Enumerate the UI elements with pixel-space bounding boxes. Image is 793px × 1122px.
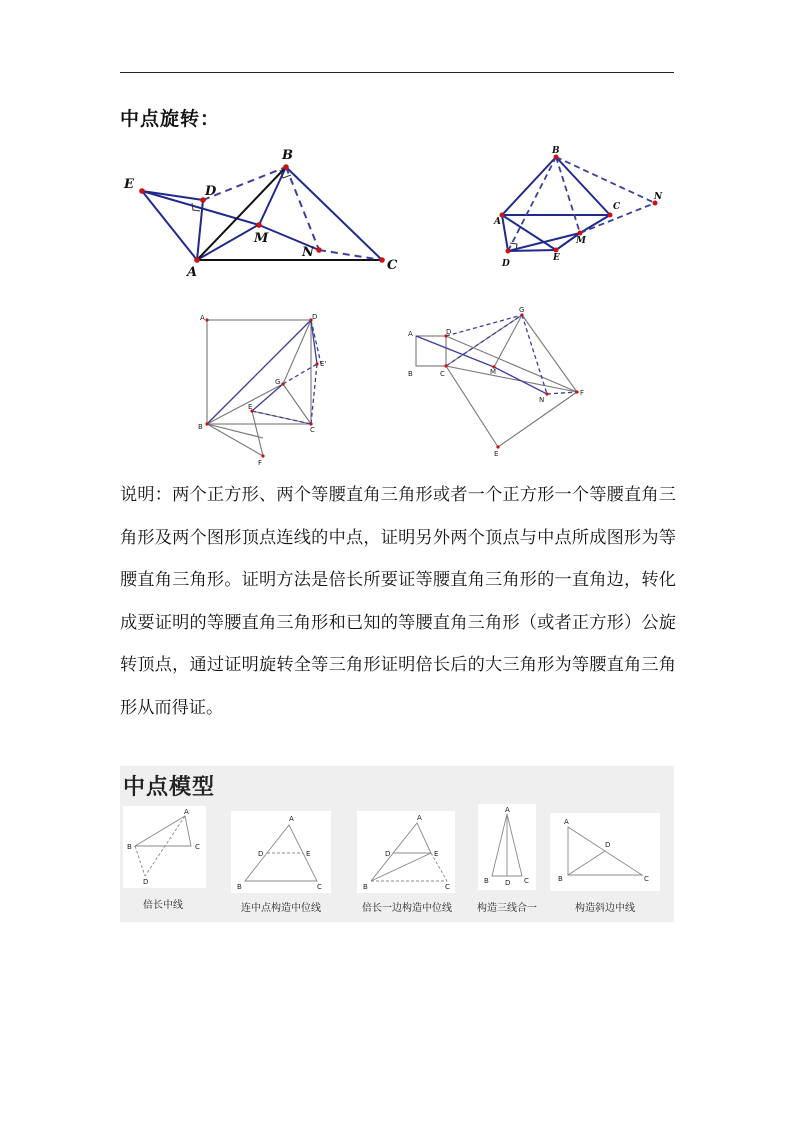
fig4-label-e: E bbox=[494, 450, 499, 458]
fig3-label-e: E bbox=[248, 403, 253, 411]
fig1-label-e: E bbox=[124, 177, 134, 192]
fig1-label-m: M bbox=[254, 231, 269, 246]
fig1-label-c: C bbox=[387, 258, 398, 273]
fig2-label-e: E bbox=[553, 253, 560, 263]
fig4-label-a: A bbox=[408, 330, 413, 338]
model-card-median-double bbox=[123, 806, 206, 888]
model-card-midline bbox=[231, 811, 331, 893]
fig1-label-n: N bbox=[302, 245, 314, 260]
fig4-label-c: C bbox=[440, 370, 445, 378]
card4-label-c: C bbox=[524, 877, 529, 885]
card1-caption: 倍长中线 bbox=[143, 900, 183, 911]
card5-label-b: B bbox=[558, 875, 563, 883]
explanation-paragraph: 说明：两个正方形、两个等腰直角三角形或者一个正方形一个等腰直角三角形及两个图形顶点连线的中点，证明另外两个顶点与中点所成图形为等腰直角三角形。证明方法是倍长所要证等腰直角三角形的一直角边，转化成要证明的等腰直角三角形和已知的等腰直角三角形（或者正方形）公旋转顶点，通过证明旋转全等三角形证明倍长后的大三角形为等腰直角三角形从而得证。 bbox=[120, 485, 676, 718]
fig4-label-b: B bbox=[408, 370, 413, 378]
card2-label-c: C bbox=[317, 883, 322, 891]
fig1-label-d: D bbox=[205, 184, 217, 199]
fig4-label-m: M bbox=[490, 368, 497, 376]
card5-caption: 构造斜边中线 bbox=[575, 903, 635, 914]
card1-label-c: C bbox=[195, 843, 200, 851]
card4-label-b: B bbox=[484, 877, 489, 885]
figure-midpoint-rotation-1 bbox=[120, 145, 410, 285]
card4-caption: 构造三线合一 bbox=[477, 903, 537, 914]
fig2-label-d: D bbox=[502, 259, 510, 269]
card3-label-b: B bbox=[363, 883, 368, 891]
card3-label-d: D bbox=[385, 850, 391, 858]
header-rule bbox=[120, 72, 674, 73]
fig4-label-f: F bbox=[580, 389, 585, 397]
card5-label-d: D bbox=[605, 841, 611, 849]
fig4-label-d: D bbox=[446, 328, 452, 336]
model-card-double-side bbox=[357, 811, 455, 893]
figure-two-squares bbox=[402, 302, 602, 462]
fig2-label-n: N bbox=[654, 192, 663, 202]
card2-caption: 连中点构造中位线 bbox=[241, 903, 321, 914]
model-card-hypotenuse bbox=[550, 813, 660, 891]
fig1-label-a: A bbox=[187, 265, 198, 280]
card5-label-a: A bbox=[564, 818, 569, 826]
card3-caption: 倍长一边构造中位线 bbox=[362, 903, 452, 914]
card4-label-d: D bbox=[505, 879, 511, 887]
card3-label-a: A bbox=[417, 814, 422, 822]
fig3-label-b: B bbox=[198, 423, 203, 431]
figure-midpoint-rotation-2 bbox=[490, 145, 670, 270]
card3-label-e: E bbox=[434, 850, 439, 858]
model-title: 中点模型 bbox=[123, 775, 216, 800]
figure-square-triangle bbox=[195, 308, 345, 468]
model-card-three-lines bbox=[478, 804, 536, 890]
card5-label-c: C bbox=[644, 875, 649, 883]
section-title: 中点旋转： bbox=[120, 108, 221, 130]
fig3-label-e-prime: E' bbox=[320, 360, 327, 368]
midpoint-model-panel bbox=[120, 766, 674, 922]
card3-label-c: C bbox=[445, 883, 450, 891]
fig3-label-a: A bbox=[200, 314, 205, 322]
card2-label-d: D bbox=[258, 850, 264, 858]
fig4-label-g: G bbox=[519, 306, 525, 314]
card1-label-b: B bbox=[127, 843, 132, 851]
fig2-label-a: A bbox=[494, 217, 501, 227]
fig3-label-f: F bbox=[258, 459, 263, 467]
card2-label-a: A bbox=[289, 815, 294, 823]
card4-label-a: A bbox=[505, 806, 510, 814]
fig2-label-b: B bbox=[552, 146, 560, 156]
fig4-label-n: N bbox=[539, 396, 545, 404]
fig3-label-d: D bbox=[312, 313, 318, 321]
card2-label-e: E bbox=[306, 850, 311, 858]
fig2-label-c: C bbox=[613, 202, 621, 212]
card1-label-d: D bbox=[143, 878, 149, 886]
card2-label-b: B bbox=[237, 883, 242, 891]
fig3-label-g: G bbox=[275, 378, 281, 386]
card1-label-a: A bbox=[184, 808, 189, 816]
fig3-label-c: C bbox=[310, 426, 315, 434]
fig1-label-b: B bbox=[282, 148, 293, 163]
fig2-label-m: M bbox=[576, 236, 586, 246]
